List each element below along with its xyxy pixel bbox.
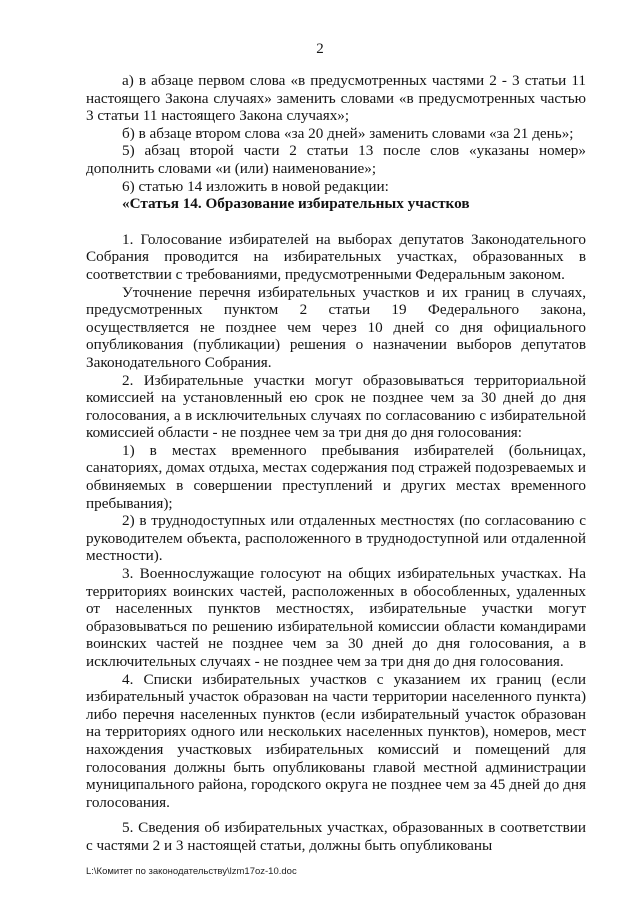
article-heading: «Статья 14. Образование избирательных участков: [122, 195, 470, 213]
paragraph-amend-b: б) в абзаце втором слова «за 20 дней» заменить словами «за 21 день»;: [122, 124, 574, 142]
paragraph-clause-4: 4. Списки избирательных участков с указанием их границ (если избирательный участок образован на части территории населенного пункта) либо перечня населенных пунктов (если избирательный участок образован на территориях одного или нескольких населенных пунктов), номеров, мест нахождения участковых избирательных комиссий и помещений для голосования должны быть опубликованы главой местной администрации муниципального района, городского округа не позднее чем за 45 дней до дня голосования.: [86, 670, 586, 811]
paragraph-clarification: Уточнение перечня избирательных участков и их границ в случаях, предусмотренных пунктом 2 статьи 19 Федерального закона, осуществляется не позднее чем через 10 дней со дня официального опубликования (публикации) решения о назначении выборов депутатов Законодательного Собрания.: [86, 283, 586, 371]
paragraph-clause-1: 1. Голосование избирателей на выборах депутатов Законодательного Собрания проводится на избирательных участках, образованных в соответствии с требованиями, предусмотренными Федеральным законом.: [86, 230, 586, 283]
document-body: [86, 72, 586, 855]
paragraph-amend-5: 5) абзац второй части 2 статьи 13 после слов «указаны номер» дополнить словами «и (или) наименование»;: [86, 142, 586, 177]
file-path-footer: L:\Комитет по законодательству\lzm17oz-10.doc: [86, 866, 297, 877]
paragraph-amend-a: а) в абзаце первом слова «в предусмотренных частями 2 - 3 статьи 11 настоящего Закона случаях» заменить словами «в предусмотренных частью 3 статьи 11 настоящего Закона случаях»;: [86, 72, 586, 125]
page-number: 2: [316, 41, 324, 57]
paragraph-subclause-1: 1) в местах временного пребывания избирателей (больницах, санаториях, домах отдыха, местах содержания под стражей подозреваемых и обвиняемых в совершении преступлений и других местах временного пребывания);: [86, 441, 586, 512]
paragraph-subclause-2: 2) в труднодоступных или отдаленных местностях (по согласованию с руководителем объекта, расположенного в труднодоступной или отдаленной местности).: [86, 512, 586, 565]
paragraph-clause-2: 2. Избирательные участки могут образовываться территориальной комиссией на установленный ею срок не позднее чем за 30 дней до дня голосования, а в исключительных случаях по согласованию с избирательной комиссией области - не позднее чем за три дня до дня голосования:: [86, 371, 586, 442]
paragraph-clause-3: 3. Военнослужащие голосуют на общих избирательных участках. На территориях воинских частей, расположенных в обособленных, удаленных от населенных пунктов местностях, избирательные участки могут образовываться по решению избирательной комиссии области командирами воинских частей не позднее чем за 30 дней до дня голосования, а в исключительных случаях - не позднее чем за три дня до дня голосования.: [86, 565, 586, 670]
paragraph-amend-6: 6) статью 14 изложить в новой редакции:: [122, 177, 389, 195]
paragraph-clause-5: 5. Сведения об избирательных участках, образованных в соответствии с частями 2 и 3 настоящей статьи, должны быть опубликованы: [86, 819, 586, 854]
